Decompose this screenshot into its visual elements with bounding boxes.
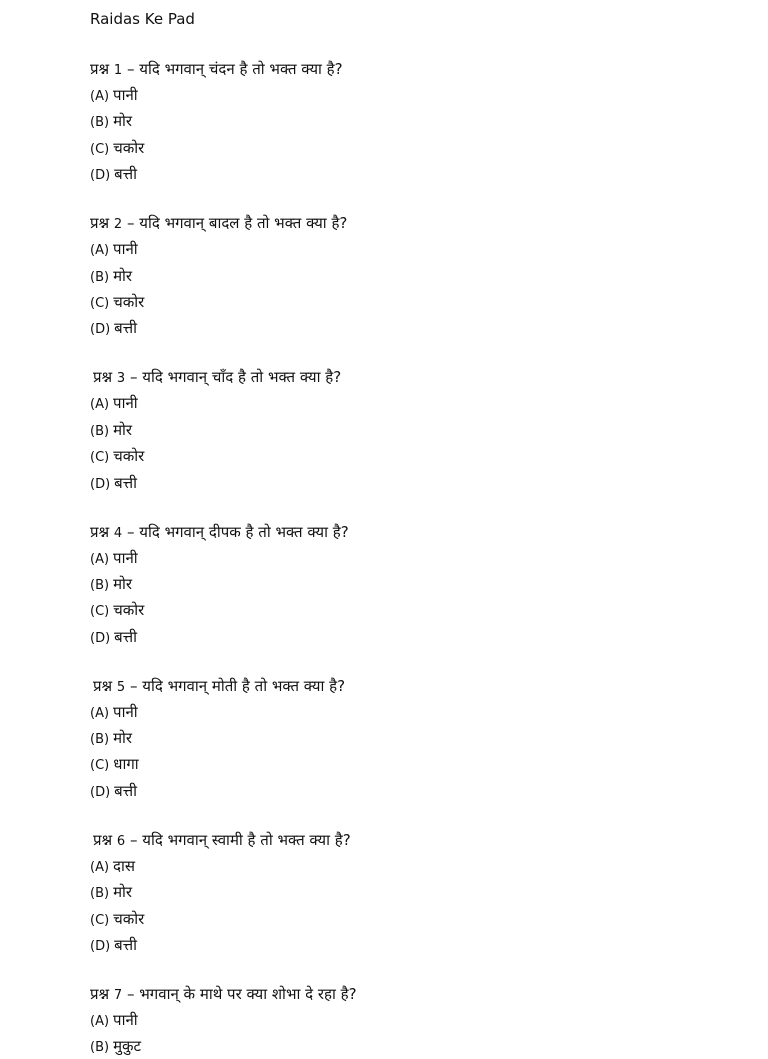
option-letter: (A)	[90, 705, 110, 721]
option-letter: (C)	[90, 912, 110, 928]
option-letter: (D)	[90, 168, 111, 184]
question-text	[90, 366, 768, 390]
question-number: 2	[113, 217, 123, 233]
option-b	[90, 727, 768, 751]
option-text: मोर	[113, 883, 133, 902]
option-text: चकोर	[113, 909, 145, 928]
document-title: Raidas Ke Pad	[90, 10, 195, 28]
option-d	[90, 626, 768, 650]
option-text: मुकुट	[113, 1037, 142, 1056]
question-number: 1	[113, 63, 123, 78]
question-body: – यदि भगवान् दीपक है तो भक्त क्या है?	[126, 522, 349, 541]
option-b	[90, 573, 768, 597]
option-a	[90, 547, 768, 571]
option-letter: (A)	[90, 397, 110, 413]
option-letter: (C)	[90, 141, 110, 157]
question-prefix: प्रश्न	[93, 830, 113, 849]
option-b	[90, 265, 768, 289]
option-c	[90, 445, 768, 469]
question-text	[90, 58, 768, 82]
option-b	[90, 1035, 768, 1059]
option-text: पानी	[113, 86, 138, 104]
question-text	[90, 212, 768, 236]
option-text: चकोर	[113, 601, 145, 620]
option-b	[90, 419, 768, 443]
option-text: बत्ती	[114, 627, 137, 646]
option-a	[90, 84, 768, 108]
option-text: मोर	[113, 574, 133, 593]
question-2	[90, 212, 768, 341]
option-text: बत्ती	[114, 165, 137, 184]
option-text: पानी	[113, 394, 138, 413]
option-letter: (D)	[90, 322, 111, 338]
option-letter: (A)	[90, 1014, 110, 1030]
question-number: 7	[113, 988, 123, 1004]
option-letter: (C)	[90, 604, 110, 620]
question-prefix: प्रश्न	[90, 214, 110, 233]
option-letter: (D)	[90, 630, 111, 646]
question-body: – यदि भगवान् मोती है तो भक्त क्या है?	[129, 676, 346, 695]
option-text: बत्ती	[114, 473, 137, 492]
question-body: – भगवान् के माथे पर क्या शोभा दे रहा है?	[126, 985, 357, 1004]
option-a	[90, 238, 768, 262]
option-letter: (D)	[90, 784, 111, 800]
question-number: 5	[116, 679, 126, 695]
question-prefix: प्रश्न	[90, 522, 110, 541]
question-text	[90, 829, 768, 853]
option-text: बत्ती	[114, 781, 137, 800]
option-c	[90, 599, 768, 623]
option-letter: (B)	[90, 732, 110, 748]
question-prefix: प्रश्न	[93, 368, 113, 387]
option-letter: (A)	[90, 243, 110, 259]
option-a	[90, 701, 768, 725]
question-prefix: प्रश्न	[90, 985, 110, 1004]
question-body: – यदि भगवान् चाँद है तो भक्त क्या है?	[129, 368, 342, 387]
option-text: मोर	[113, 266, 133, 285]
question-4	[90, 521, 768, 650]
option-text: मोर	[113, 420, 133, 439]
question-number: 3	[116, 371, 126, 387]
option-d	[90, 472, 768, 496]
option-text: चकोर	[113, 138, 145, 157]
question-number: 6	[116, 833, 126, 849]
option-d	[90, 317, 768, 341]
question-number: 4	[113, 525, 123, 541]
option-letter: (B)	[90, 577, 110, 593]
option-letter: (B)	[90, 1040, 110, 1056]
option-c	[90, 753, 768, 777]
option-letter: (A)	[90, 551, 110, 567]
option-text: पानी	[113, 548, 138, 567]
question-text	[90, 675, 768, 699]
question-1	[90, 58, 768, 187]
question-7	[90, 983, 768, 1059]
option-letter: (A)	[90, 89, 110, 104]
option-letter: (B)	[90, 115, 110, 131]
option-c	[90, 137, 768, 161]
option-text: चकोर	[113, 447, 145, 466]
option-letter: (D)	[90, 476, 111, 492]
option-a	[90, 855, 768, 879]
option-text: बत्ती	[114, 936, 137, 955]
option-a	[90, 392, 768, 416]
question-3	[90, 366, 768, 495]
option-letter: (B)	[90, 423, 110, 439]
option-text: पानी	[113, 240, 138, 259]
option-c	[90, 908, 768, 932]
option-letter: (B)	[90, 269, 110, 285]
option-a	[90, 1009, 768, 1033]
option-text: बत्ती	[114, 319, 137, 338]
option-c	[90, 291, 768, 315]
question-body: – यदि भगवान् स्वामी है तो भक्त क्या है?	[129, 830, 351, 849]
option-d	[90, 780, 768, 804]
question-6	[90, 829, 768, 958]
option-text: चकोर	[113, 292, 145, 311]
question-5	[90, 675, 768, 804]
option-letter: (A)	[90, 859, 110, 875]
option-d	[90, 163, 768, 187]
question-text	[90, 521, 768, 545]
option-text: दास	[113, 856, 136, 875]
option-letter: (C)	[90, 758, 110, 774]
option-d	[90, 934, 768, 958]
question-text	[90, 983, 768, 1007]
question-prefix: प्रश्न	[90, 60, 110, 78]
question-prefix: प्रश्न	[93, 676, 113, 695]
option-letter: (D)	[90, 939, 111, 955]
option-b	[90, 881, 768, 905]
option-text: पानी	[113, 1011, 138, 1030]
option-text: मोर	[113, 729, 133, 748]
option-text: मोर	[113, 112, 133, 131]
option-letter: (C)	[90, 295, 110, 311]
option-b	[90, 110, 768, 134]
option-letter: (B)	[90, 886, 110, 902]
option-letter: (C)	[90, 450, 110, 466]
option-text: पानी	[113, 702, 138, 721]
question-body: – यदि भगवान् बादल है तो भक्त क्या है?	[126, 214, 348, 233]
question-body: – यदि भगवान् चंदन है तो भक्त क्या है?	[126, 60, 343, 78]
option-text: धागा	[113, 755, 139, 774]
